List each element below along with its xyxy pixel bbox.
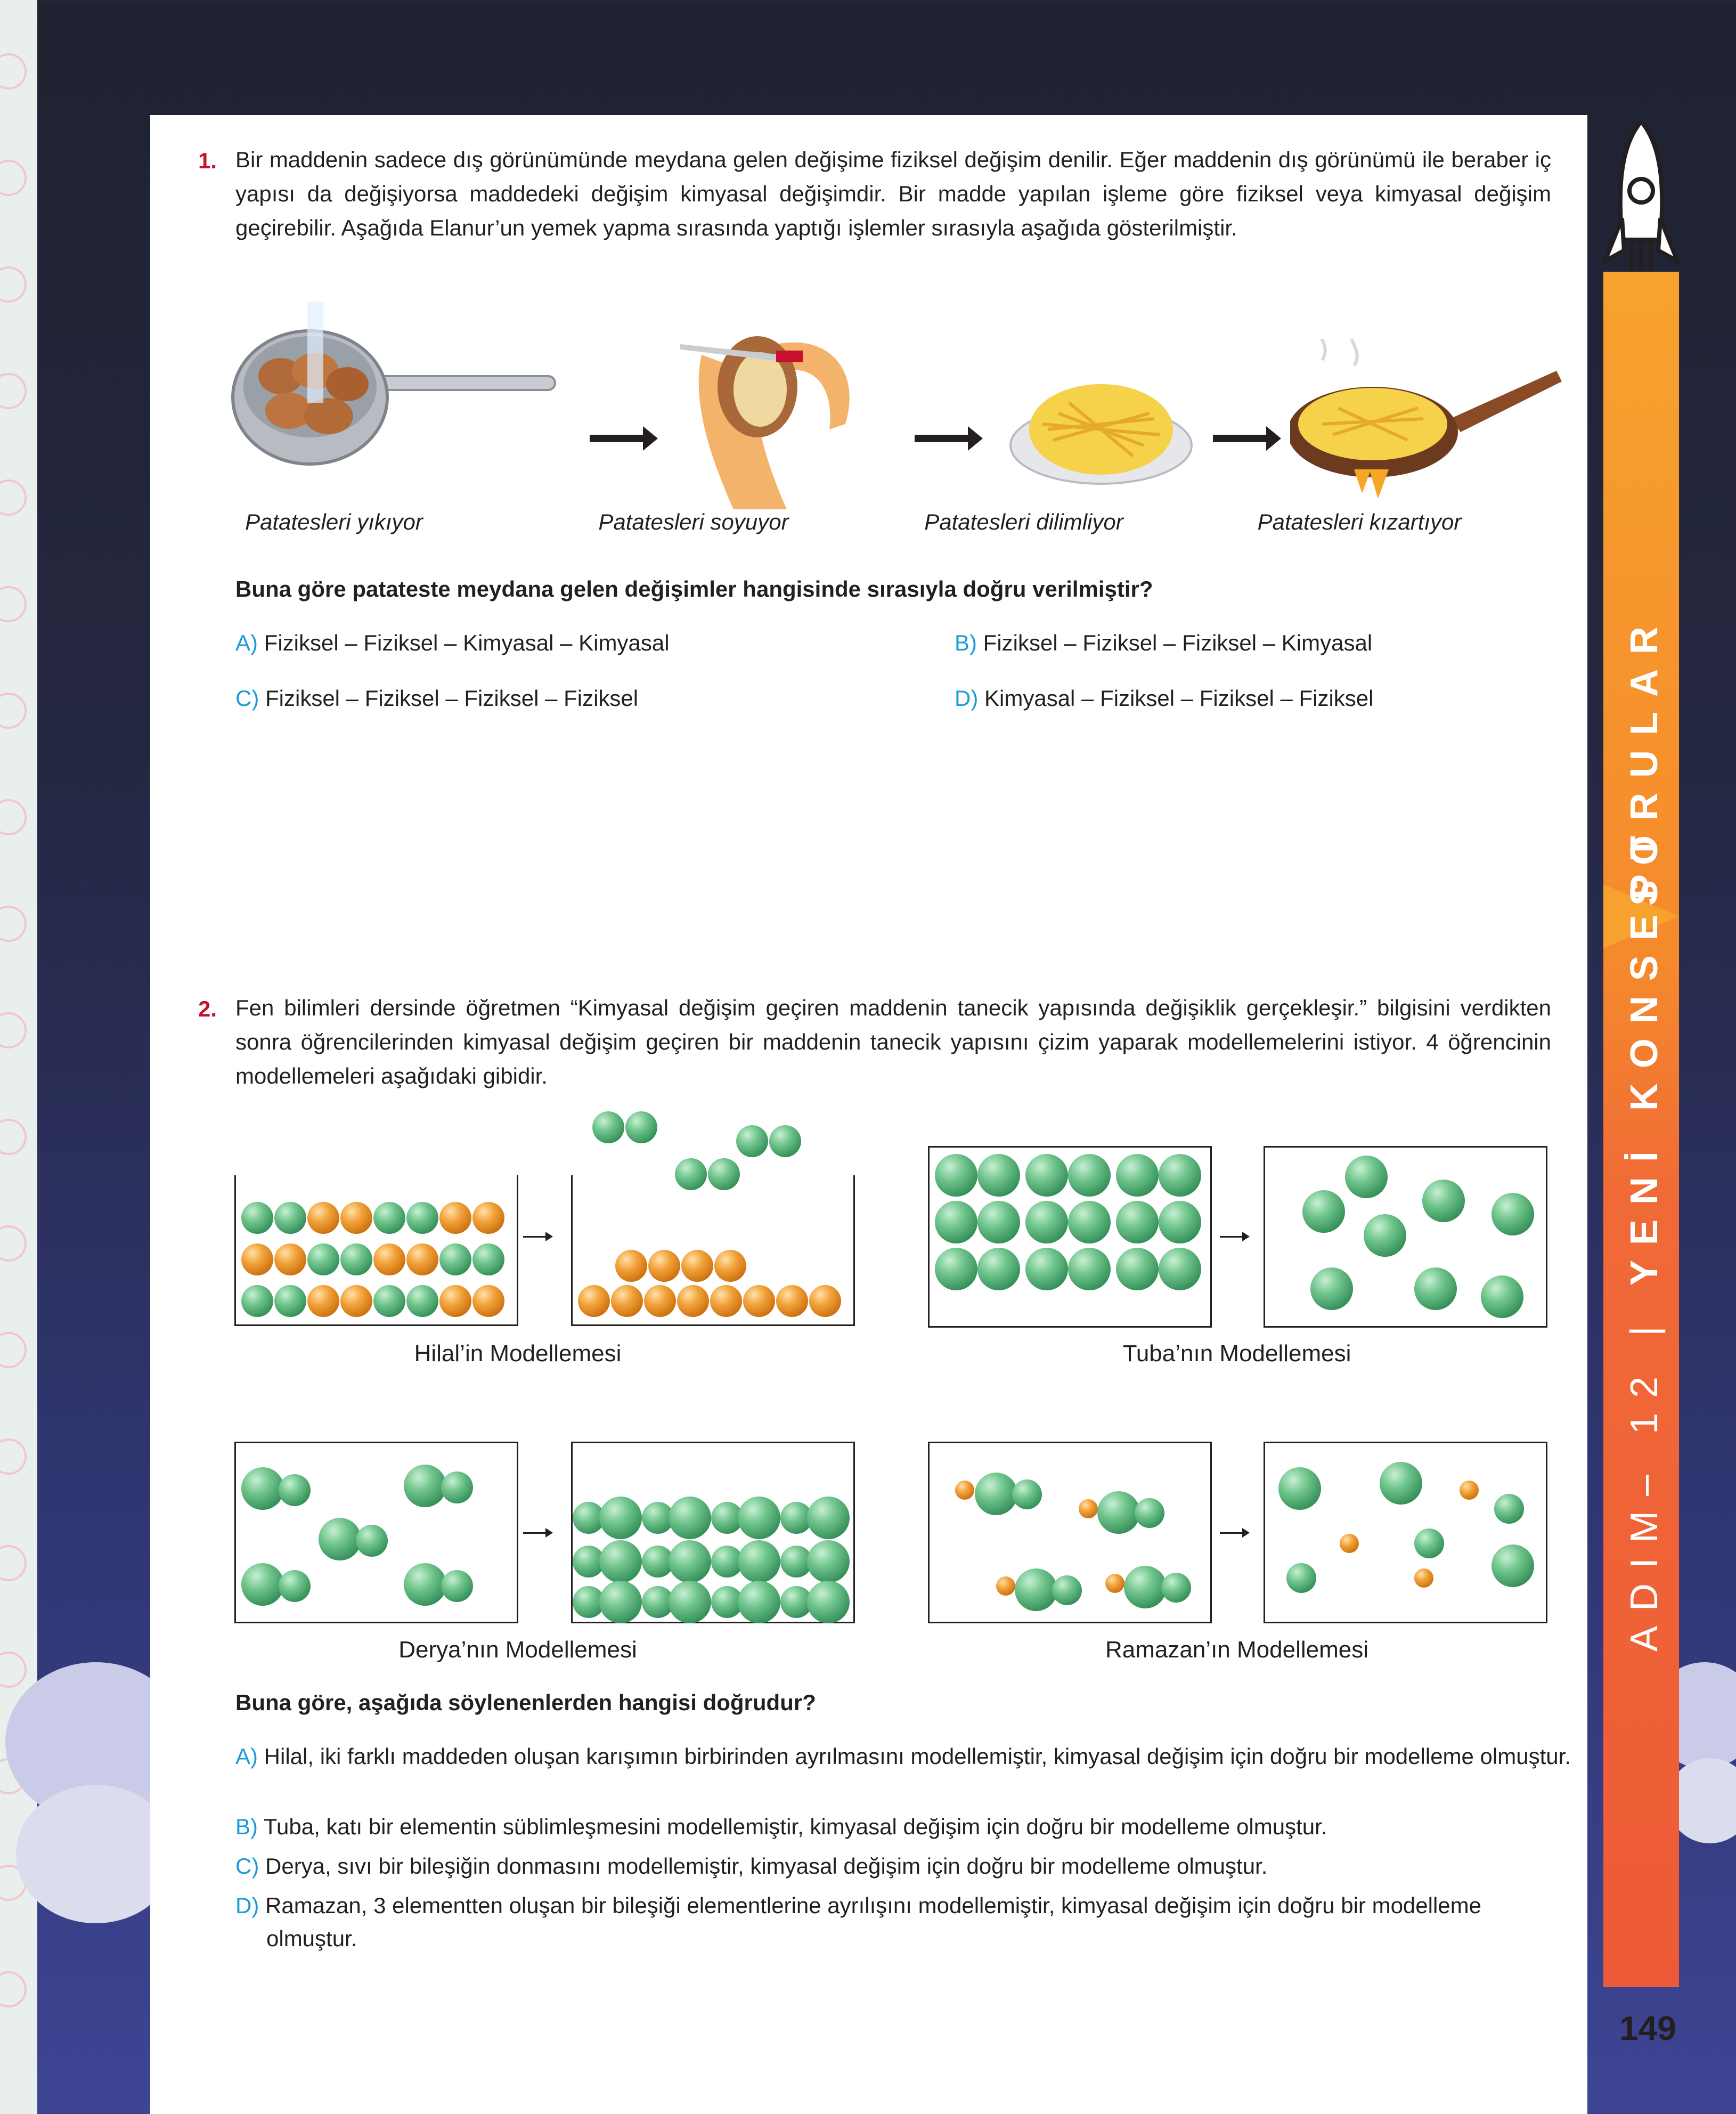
green-particle [1492, 1544, 1534, 1587]
green-particle [738, 1497, 780, 1539]
model-label: Hilal’in Modellemesi [414, 1340, 622, 1367]
option-text: Fiziksel – Fiziksel – Kimyasal – Kimyasal [264, 630, 670, 655]
green-particle [599, 1581, 642, 1623]
green-particle [669, 1540, 711, 1583]
colander-potatoes-illustration [230, 296, 560, 477]
option-1a[interactable] [235, 627, 875, 660]
green-particle [1116, 1201, 1159, 1243]
logo-ring-icon [0, 586, 27, 622]
derya-after-box [571, 1442, 855, 1623]
option-2a[interactable] [235, 1740, 1571, 1773]
logo-ring-icon [0, 693, 27, 729]
green-particle [1015, 1568, 1057, 1611]
green-particle [439, 1243, 471, 1275]
green-particle [1414, 1528, 1444, 1558]
green-particle [1012, 1479, 1042, 1509]
option-letter: A) [235, 630, 258, 655]
orange-particle [472, 1202, 504, 1234]
logo-ring-icon [0, 1012, 27, 1048]
green-particle [935, 1201, 977, 1243]
green-particle [1278, 1467, 1321, 1510]
model-arrow [523, 1532, 551, 1534]
green-particle [807, 1581, 850, 1623]
orange-particle [996, 1576, 1015, 1596]
orange-particle [809, 1285, 841, 1317]
green-particle [472, 1243, 504, 1275]
orange-particle [1340, 1534, 1359, 1553]
option-letter: A) [235, 1744, 258, 1769]
hilal-after-container [571, 1175, 855, 1326]
page [150, 115, 1587, 2114]
green-particle [599, 1540, 642, 1583]
gas-particle [736, 1125, 768, 1157]
green-particle [1345, 1156, 1388, 1198]
question-1-text: Bir maddenin sadece dış görünümünde meydana gelen değişime fiziksel değişim denilir. Eğer maddenin dış görünümü ile beraber iç yapısı da değişiyorsa maddedeki değişim kimyasal değişimdir. Bir madde yapılan işleme göre fiziksel veya kimyasal değişim geçirebilir. Aşağıda Elanur’un yemek yapma sırasında yaptığı işlemler sırasıyla aşağıda gösterilmiştir. [235, 147, 1551, 240]
rocket-icon [1601, 117, 1682, 277]
orange-particle [307, 1202, 339, 1234]
green-particle [1364, 1214, 1406, 1257]
question-1-prompt: Buna göre patateste meydana gelen değişimler hangisinde sırasıyla doğru verilmiştir? [235, 576, 1153, 601]
green-particle [406, 1202, 438, 1234]
logo-ring-icon [0, 160, 27, 196]
option-text: Ramazan, 3 elementten oluşan bir bileşiği elementlerine ayrılışını modellemiştir, kimyasal değişim için doğru bir modelleme olmuştur. [265, 1893, 1482, 1951]
green-particle [441, 1471, 473, 1503]
gas-particle [708, 1158, 740, 1190]
logo-ring-icon [0, 906, 27, 942]
step-caption: Patatesleri kızartıyor [1257, 509, 1462, 534]
green-particle [1494, 1494, 1524, 1524]
logo-ring-icon [0, 799, 27, 835]
green-particle [1097, 1491, 1140, 1534]
sidebar-sorular [1623, 612, 1666, 906]
green-particle [807, 1540, 850, 1583]
logo-ring-icon [0, 1652, 27, 1688]
logo-ring-icon [0, 1438, 27, 1475]
orange-particle [373, 1243, 405, 1275]
orange-particle [241, 1243, 273, 1275]
option-1c[interactable] [235, 682, 875, 715]
green-particle [738, 1540, 780, 1583]
orange-particle [406, 1243, 438, 1275]
orange-particle [677, 1285, 709, 1317]
step-arrow [590, 435, 648, 442]
green-particle [1116, 1248, 1159, 1290]
green-particle [1286, 1563, 1316, 1593]
green-particle [241, 1467, 284, 1510]
green-particle [1302, 1190, 1345, 1233]
question-1-number: 1. [198, 148, 217, 173]
logo-ring-icon [0, 373, 27, 409]
green-particle [279, 1474, 311, 1506]
option-1b[interactable] [955, 627, 1567, 660]
green-particle [441, 1570, 473, 1602]
option-text: Hilal, iki farklı maddeden oluşan karışımın birbirinden ayrılmasını modellemiştir, kimyasal değişim için doğru bir modelleme olmuştur. [264, 1744, 1571, 1769]
option-letter: D) [235, 1893, 259, 1918]
option-2c[interactable] [235, 1850, 1571, 1883]
question-2-text: Fen bilimleri dersinde öğretmen “Kimyasal değişim geçiren maddenin tanecik yapısında değişiklik gerçekleşir.” bilgisini verdikten sonra öğrencilerinden kimyasal değişim geçiren bir maddenin tanecik yapısını çizim yaparak modellemelerini istiyor. 4 öğrencinin modellemeleri aşağıdaki gibidir. [235, 995, 1551, 1088]
green-particle [241, 1563, 284, 1606]
option-letter: C) [235, 686, 259, 711]
orange-particle [578, 1285, 610, 1317]
green-particle [1025, 1201, 1068, 1243]
option-2d[interactable] [235, 1889, 1571, 1955]
logo-ring-icon [0, 266, 27, 303]
gas-particle [769, 1125, 801, 1157]
sliced-potatoes-plate-illustration [1005, 365, 1197, 488]
derya-before-box [234, 1442, 518, 1623]
green-particle [1422, 1180, 1465, 1222]
orange-particle [439, 1285, 471, 1317]
orange-particle [743, 1285, 775, 1317]
green-particle [935, 1154, 977, 1197]
page-number: 149 [1619, 2009, 1676, 2047]
green-particle [279, 1570, 311, 1602]
green-particle [274, 1285, 306, 1317]
model-label: Tuba’nın Modellemesi [1122, 1340, 1351, 1367]
model-label: Ramazan’ın Modellemesi [1105, 1637, 1368, 1663]
logo-ring-icon [0, 1971, 27, 2007]
step-arrow [1213, 435, 1272, 442]
green-particle [241, 1202, 273, 1234]
model-arrow [1220, 1532, 1248, 1534]
ramazan-after-box [1264, 1442, 1547, 1623]
green-particle [1068, 1154, 1111, 1197]
green-particle [975, 1473, 1017, 1515]
green-particle [406, 1285, 438, 1317]
green-particle [1159, 1248, 1201, 1290]
option-letter: B) [235, 1814, 258, 1839]
green-particle [1025, 1154, 1068, 1197]
green-particle [1124, 1566, 1167, 1608]
option-1d[interactable] [955, 682, 1567, 715]
step-caption: Patatesleri yıkıyor [245, 509, 423, 534]
green-particle [340, 1243, 372, 1275]
orange-particle [274, 1243, 306, 1275]
orange-particle [714, 1250, 746, 1282]
logo-ring-icon [0, 1545, 27, 1581]
step-arrow [915, 435, 973, 442]
orange-particle [340, 1202, 372, 1234]
green-particle [977, 1248, 1020, 1290]
option-text: Fiziksel – Fiziksel – Fiziksel – Kimyasal [983, 630, 1373, 655]
green-particle [1481, 1275, 1523, 1318]
green-particle [307, 1243, 339, 1275]
logo-ring-icon [0, 1225, 27, 1262]
step-caption: Patatesleri soyuyor [598, 509, 789, 534]
green-particle [373, 1285, 405, 1317]
option-text: Fiziksel – Fiziksel – Fiziksel – Fiziksel [265, 686, 639, 711]
orange-particle [1460, 1481, 1479, 1500]
orange-particle [340, 1285, 372, 1317]
green-particle [1068, 1248, 1111, 1290]
green-particle [669, 1581, 711, 1623]
model-arrow [1220, 1236, 1248, 1238]
tuba-after-box [1264, 1146, 1547, 1328]
green-particle [1414, 1267, 1457, 1310]
green-particle [319, 1518, 361, 1560]
green-particle [1068, 1201, 1111, 1243]
green-particle [356, 1525, 388, 1557]
option-letter: B) [955, 630, 977, 655]
green-particle [1159, 1154, 1201, 1197]
orange-particle [1414, 1568, 1433, 1588]
step-caption: Patatesleri dilimliyor [924, 509, 1123, 534]
orange-particle [681, 1250, 713, 1282]
green-particle [1492, 1193, 1534, 1235]
green-particle [404, 1563, 446, 1606]
peeling-potato-illustration [670, 323, 893, 515]
green-particle [599, 1497, 642, 1539]
orange-particle [615, 1250, 647, 1282]
option-text: Derya, sıvı bir bileşiğin donmasını modellemiştir, kimyasal değişim için doğru bir modelleme olmuştur. [265, 1853, 1268, 1879]
green-particle [241, 1285, 273, 1317]
green-particle [935, 1248, 977, 1290]
green-particle [807, 1497, 850, 1539]
green-particle [1310, 1267, 1353, 1310]
frying-pan-illustration [1290, 339, 1567, 509]
gas-particle [592, 1111, 624, 1143]
sidebar-sorular-text: SORULAR [1623, 612, 1666, 906]
green-particle [404, 1465, 446, 1507]
orange-particle [955, 1481, 974, 1500]
logo-ring-icon [0, 479, 27, 516]
green-particle [1116, 1154, 1159, 1197]
green-particle [1135, 1498, 1164, 1528]
green-particle [738, 1581, 780, 1623]
orange-particle [648, 1250, 680, 1282]
logo-ring-icon [0, 1332, 27, 1368]
sidebar-label-thin: ADIM– 12 | [1623, 1311, 1666, 1652]
logo-ring-icon [0, 53, 27, 90]
option-text: Kimyasal – Fiziksel – Fiziksel – Fiziksel [984, 686, 1374, 711]
green-particle [669, 1497, 711, 1539]
option-letter: D) [955, 686, 979, 711]
ramazan-before-box [928, 1442, 1212, 1623]
green-particle [1052, 1575, 1082, 1605]
green-particle [1380, 1462, 1422, 1505]
green-particle [977, 1201, 1020, 1243]
sidebar-label [1623, 821, 1666, 1652]
orange-particle [1079, 1499, 1098, 1518]
gas-particle [625, 1111, 657, 1143]
orange-particle [644, 1285, 676, 1317]
green-particle [1161, 1573, 1191, 1603]
tuba-before-box [928, 1146, 1212, 1328]
green-particle [373, 1202, 405, 1234]
orange-particle [776, 1285, 808, 1317]
orange-particle [710, 1285, 742, 1317]
orange-particle [439, 1202, 471, 1234]
question-2-number: 2. [198, 996, 217, 1021]
option-text: Tuba, katı bir elementin süblimleşmesini modellemiştir, kimyasal değişim için doğru bir modelleme olmuştur. [263, 1814, 1327, 1839]
model-arrow [523, 1236, 551, 1238]
gas-particle [675, 1158, 707, 1190]
green-particle [274, 1202, 306, 1234]
orange-particle [307, 1285, 339, 1317]
sidebar-label-bold: YENİ KONSEPT [1623, 821, 1666, 1286]
hilal-before-container [234, 1175, 518, 1326]
orange-particle [611, 1285, 643, 1317]
option-2b[interactable] [235, 1810, 1571, 1843]
green-particle [977, 1154, 1020, 1197]
orange-particle [1105, 1574, 1124, 1593]
model-label: Derya’nın Modellemesi [398, 1637, 637, 1663]
question-2-prompt: Buna göre, aşağıda söylenenlerden hangisi doğrudur? [235, 1690, 816, 1715]
green-particle [1025, 1248, 1068, 1290]
orange-particle [472, 1285, 504, 1317]
option-letter: C) [235, 1853, 259, 1879]
logo-ring-icon [0, 1119, 27, 1155]
green-particle [1159, 1201, 1201, 1243]
